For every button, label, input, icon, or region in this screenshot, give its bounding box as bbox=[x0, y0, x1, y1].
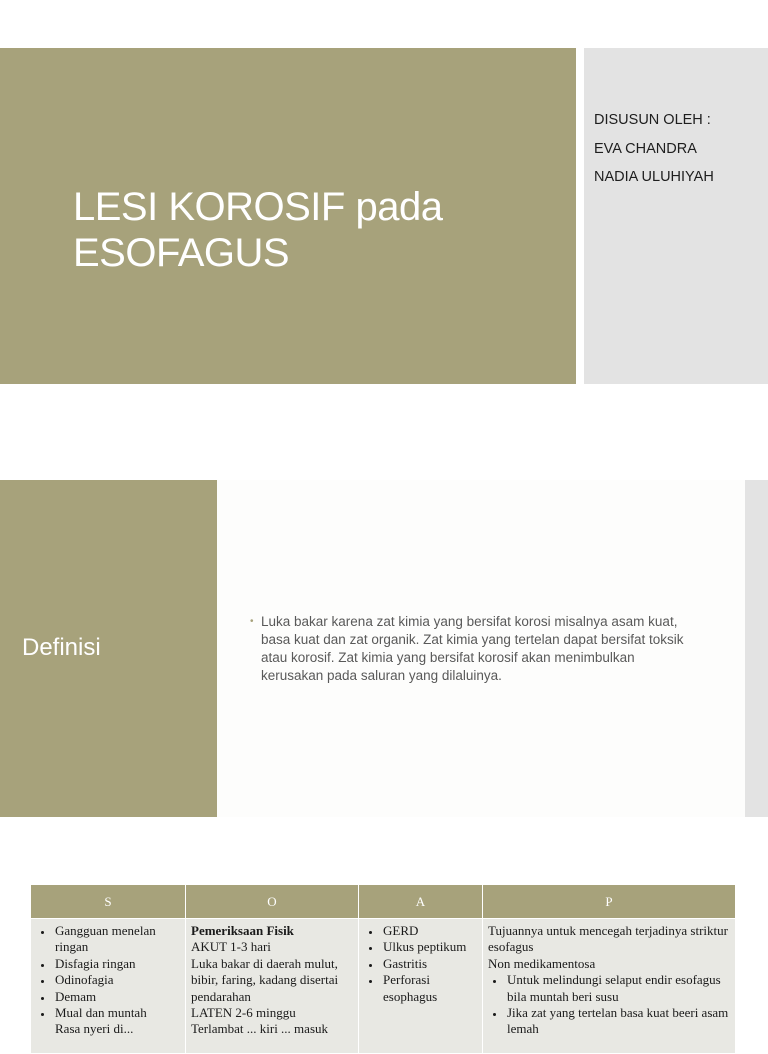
cell-p bbox=[483, 919, 736, 1054]
exam-line: AKUT 1-3 hari bbox=[191, 939, 271, 955]
slide-title bbox=[73, 184, 553, 276]
exam-title: Pemeriksaan Fisik bbox=[191, 923, 294, 938]
author-line: NADIA ULUHIYAH bbox=[594, 169, 714, 185]
header-a: A bbox=[359, 885, 483, 919]
table-header-row bbox=[31, 885, 736, 919]
list-item: • Odinofagia bbox=[53, 972, 180, 988]
diagnosis-list bbox=[364, 923, 477, 1005]
list-item: • Disfagia ringan bbox=[53, 956, 180, 972]
cell-o bbox=[186, 919, 359, 1054]
plan-line: Tujuannya untuk mencegah terjadinya striktur esofagus bbox=[488, 923, 728, 955]
exam-line: Luka bakar di daerah mulut, bibir, faring, kadang disertai pendarahan bbox=[191, 955, 339, 1004]
exam-line: Terlambat ... kiri ... masuk bbox=[191, 1021, 329, 1037]
cell-s bbox=[31, 919, 186, 1054]
list-item: • GERD bbox=[381, 923, 477, 939]
table-row bbox=[31, 919, 736, 1054]
slide-title-line-1: LESI KOROSIF pada bbox=[73, 185, 443, 229]
slide-edge-strip bbox=[745, 480, 768, 817]
definition-heading: Definisi bbox=[22, 634, 101, 661]
author-panel bbox=[584, 48, 768, 384]
soap-table bbox=[30, 884, 736, 1054]
list-item: • Rasa nyeri di... bbox=[53, 1021, 180, 1037]
list-item: • Mual dan muntah bbox=[53, 1005, 180, 1021]
list-item: • Jika zat yang tertelan basa kuat beeri asam lemah bbox=[505, 1005, 730, 1038]
list-item: • Gangguan menelan ringan bbox=[53, 923, 180, 956]
exam-line: LATEN 2-6 minggu bbox=[191, 1005, 296, 1021]
header-o: O bbox=[186, 885, 359, 919]
header-p: P bbox=[483, 885, 736, 919]
plan-line: Non medikamentosa bbox=[488, 955, 596, 971]
plan-list bbox=[488, 972, 730, 1038]
header-s: S bbox=[31, 885, 186, 919]
list-item: • Untuk melindungi selaput endir esofagus bila muntah beri susu bbox=[505, 972, 730, 1005]
list-item: • Ulkus peptikum bbox=[381, 939, 477, 955]
list-item: • Perforasi esophagus bbox=[381, 972, 477, 1005]
slide-title-line-2: ESOFAGUS bbox=[73, 231, 290, 275]
list-item: • Gastritis bbox=[381, 956, 477, 972]
definition-bullet bbox=[250, 613, 690, 685]
symptom-list bbox=[36, 923, 180, 1038]
cell-a bbox=[359, 919, 483, 1054]
list-item: • Demam bbox=[53, 989, 180, 1005]
author-line: EVA CHANDRA bbox=[594, 140, 697, 157]
definition-text: Luka bakar karena zat kimia yang bersifat korosi misalnya asam kuat, basa kuat dan zat organik. Zat kimia yang tertelan dapat bersifat toksik atau korosif. Zat kimia yang bersifat korosif akan menimbulkan kerusakan pada saluran yang dilaluinya. bbox=[261, 614, 684, 683]
author-line: DISUSUN OLEH : bbox=[594, 112, 711, 128]
bullet-icon: • bbox=[250, 616, 254, 627]
author-list bbox=[594, 106, 764, 192]
